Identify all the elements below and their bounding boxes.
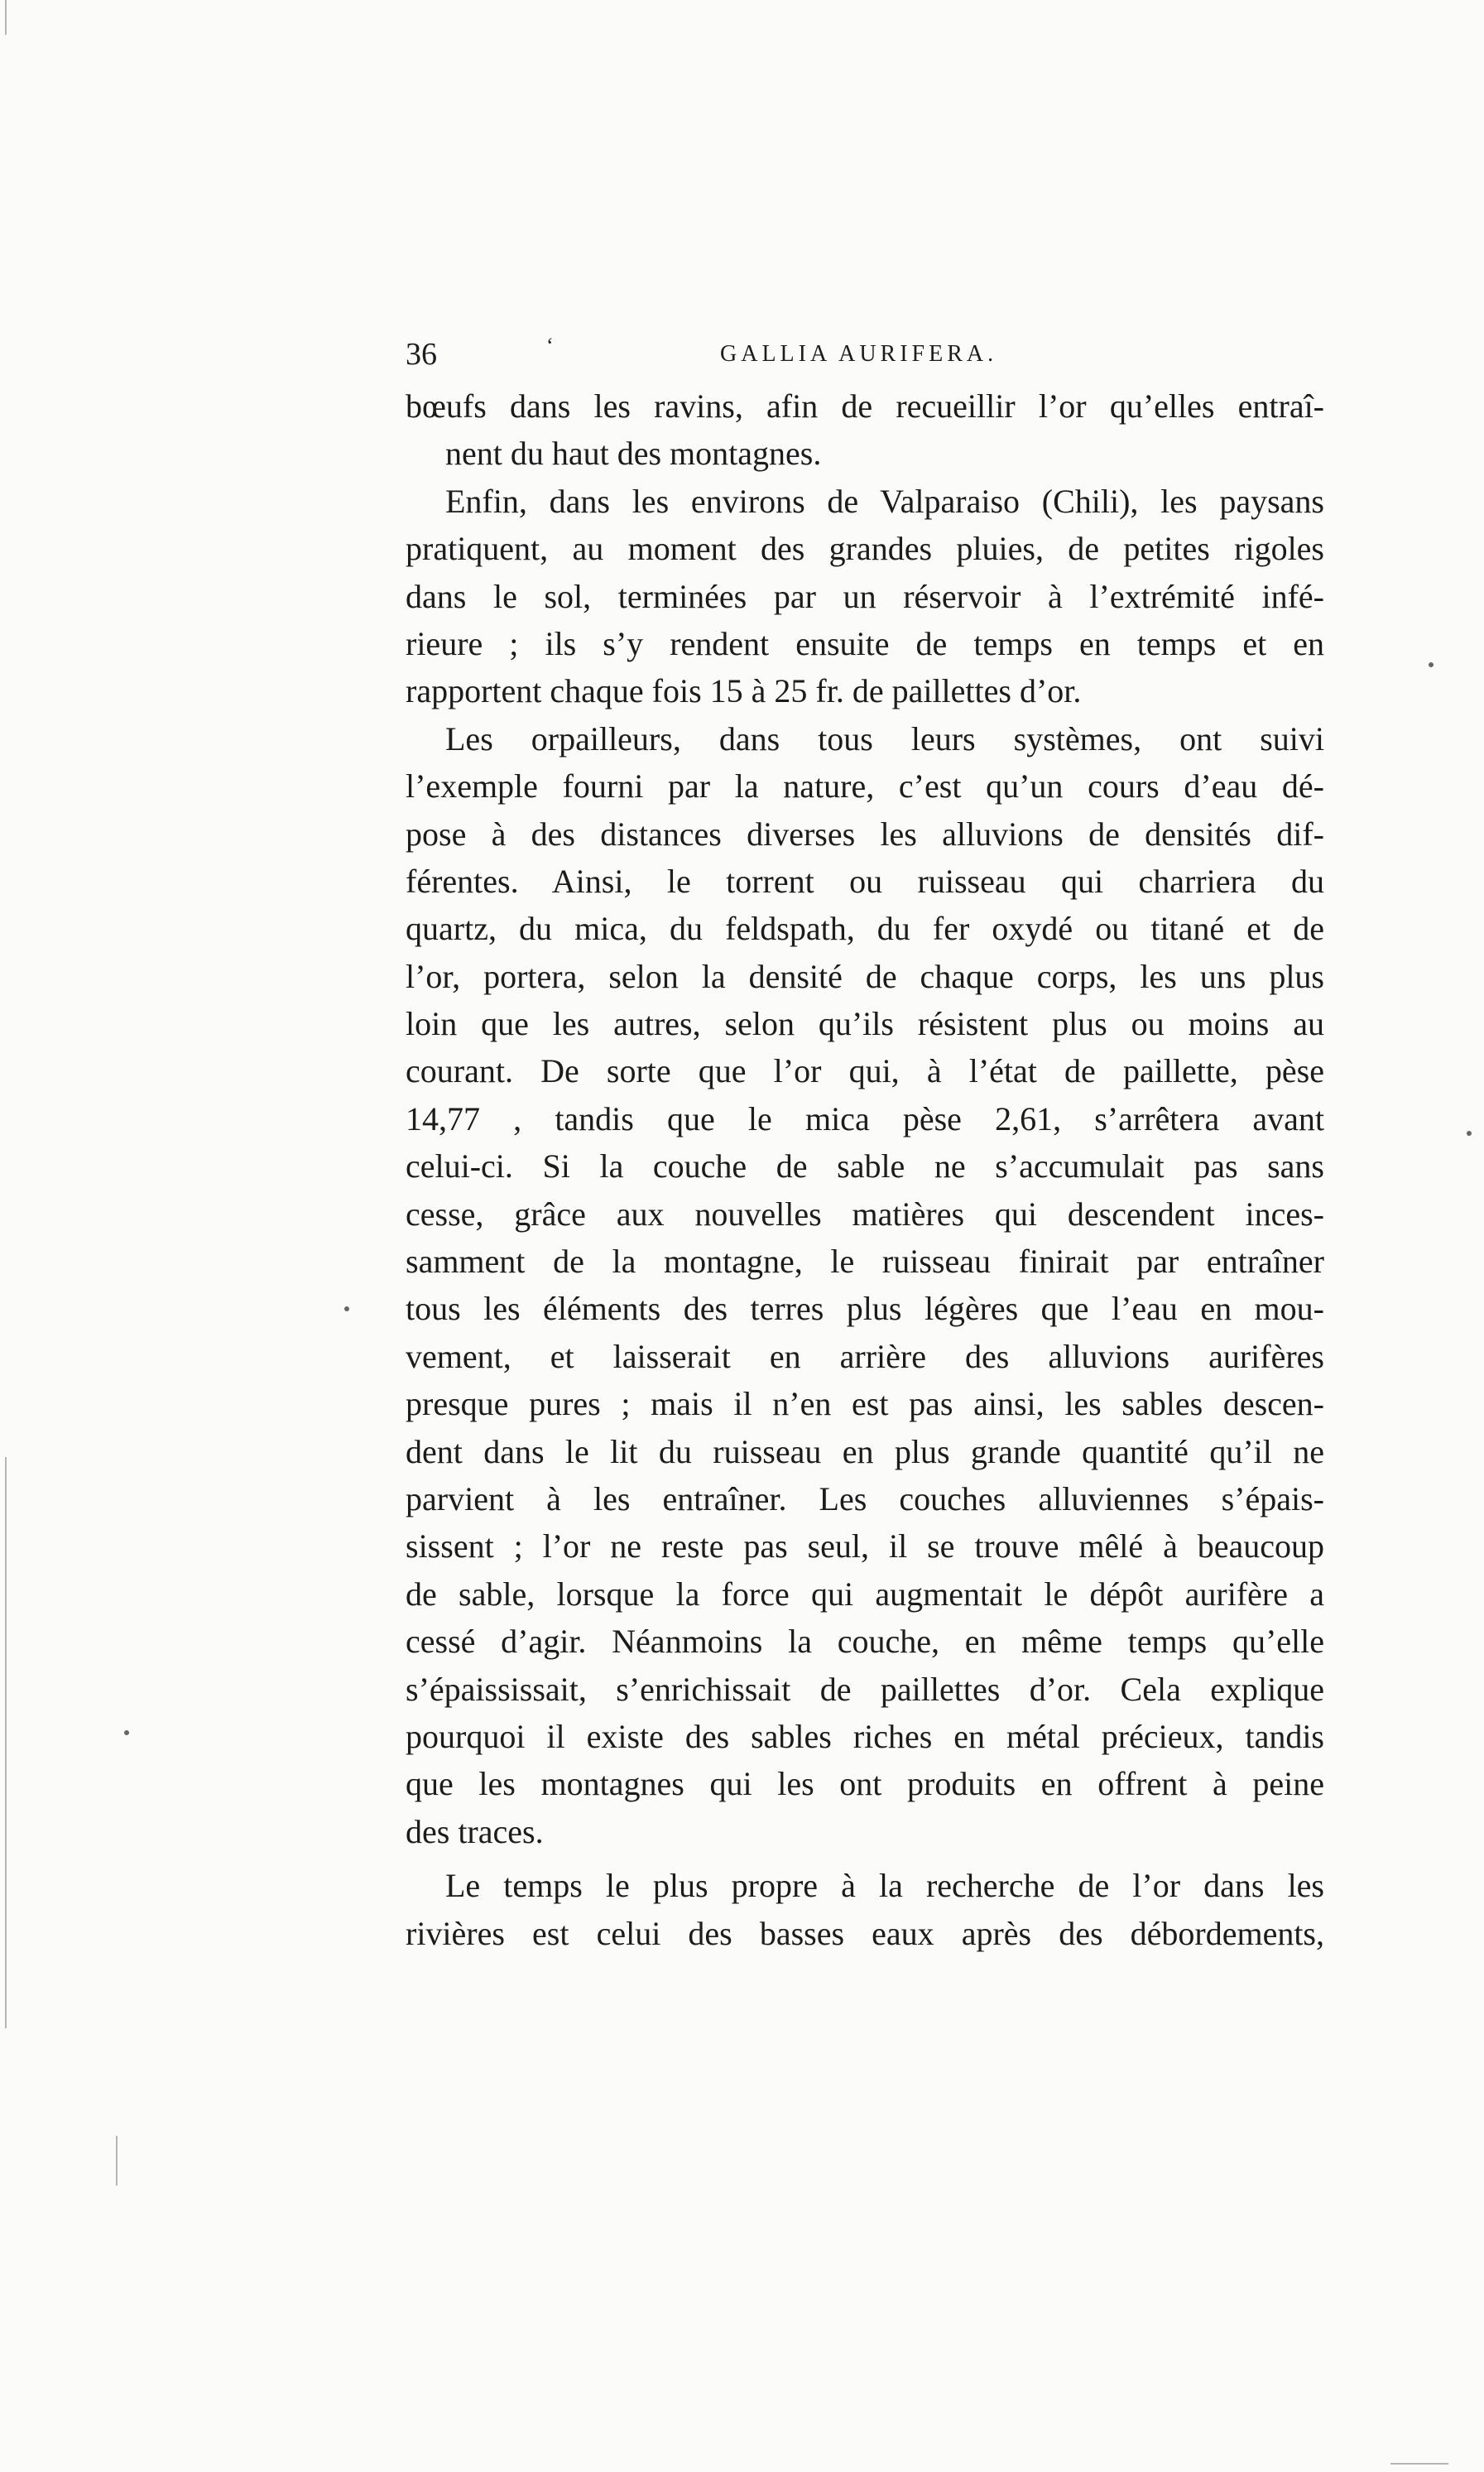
text-line: que les montagnes qui les ont produits en offrent à peine: [406, 1765, 1324, 1803]
text-line: rapportent chaque fois 15 à 25 fr. de paillettes d’or.: [406, 672, 1082, 710]
paragraph: [406, 382, 1324, 478]
text-line: s’épaississait, s’enrichissait de paillettes d’or. Cela explique: [406, 1670, 1324, 1708]
text-line: cesse, grâce aux nouvelles matières qui descendent inces-: [406, 1195, 1324, 1233]
text-line: férentes. Ainsi, le torrent ou ruisseau qui charriera du: [406, 862, 1324, 900]
text-line: celui-ci. Si la couche de sable ne s’accumulait pas sans: [406, 1147, 1324, 1186]
running-title: GALLIA AURIFERA.: [720, 341, 998, 367]
text-line: dans le sol, terminées par un réservoir à l’extrémité infé-: [406, 577, 1324, 615]
body-text: [406, 382, 1324, 1957]
text-line: sissent ; l’or ne reste pas seul, il se trouve mêlé à beaucoup: [406, 1527, 1324, 1565]
text-line: 14,77 , tandis que le mica pèse 2,61, s’arrêtera avant: [406, 1099, 1324, 1137]
page-number: 36: [406, 337, 437, 372]
paragraph: [406, 715, 1324, 1855]
running-head: [406, 329, 1316, 379]
text-line: pose à des distances diverses les alluvions de densités dif-: [406, 815, 1324, 853]
text-line: pourquoi il existe des sables riches en métal précieux, tandis: [406, 1717, 1324, 1755]
paragraph-gap: [406, 1855, 1324, 1862]
text-line: de sable, lorsque la force qui augmentait le dépôt aurifère a: [406, 1575, 1324, 1613]
printer-mark: ‘: [546, 334, 554, 358]
scan-speck: [344, 1306, 349, 1311]
scan-edge-mark: [1390, 2463, 1448, 2465]
text-line: Le temps le plus propre à la recherche de l’or dans les: [445, 1867, 1324, 1905]
scan-speck: [1467, 1131, 1472, 1136]
text-line: dent dans le lit du ruisseau en plus grande quantité qu’il ne: [406, 1432, 1324, 1470]
paragraph: [406, 478, 1324, 715]
text-line: quartz, du mica, du feldspath, du fer oxydé ou titané et de: [406, 910, 1324, 948]
text-line: des traces.: [406, 1812, 544, 1850]
text-line: tous les éléments des terres plus légères que l’eau en mou-: [406, 1290, 1324, 1328]
text-line: bœufs dans les ravins, afin de recueillir l’or qu’elles entraî-: [406, 387, 1324, 425]
scan-edge-mark: [5, 1457, 7, 2028]
text-line: nent du haut des montagnes.: [445, 435, 822, 473]
text-line: l’exemple fourni par la nature, c’est qu’un cours d’eau dé-: [406, 767, 1324, 806]
text-line: presque pures ; mais il n’en est pas ainsi, les sables descen-: [406, 1385, 1324, 1423]
text-line: loin que les autres, selon qu’ils résistent plus ou moins au: [406, 1005, 1324, 1043]
text-line: Enfin, dans les environs de Valparaiso (Chili), les paysans: [445, 482, 1324, 520]
scan-edge-mark: [5, 0, 7, 35]
scan-speck: [124, 1730, 129, 1735]
text-line: vement, et laisserait en arrière des alluvions aurifères: [406, 1337, 1324, 1375]
text-line: rieure ; ils s’y rendent ensuite de temps en temps et en: [406, 624, 1324, 662]
text-line: Les orpailleurs, dans tous leurs systèmes, ont suivi: [445, 719, 1324, 757]
text-line: cessé d’agir. Néanmoins la couche, en même temps qu’elle: [406, 1623, 1324, 1661]
text-line: l’or, portera, selon la densité de chaque corps, les uns plus: [406, 957, 1324, 995]
scan-edge-mark: [116, 2136, 118, 2186]
text-line: courant. De sorte que l’or qui, à l’état de paillette, pèse: [406, 1052, 1324, 1090]
text-line: rivières est celui des basses eaux après des débordements,: [406, 1914, 1324, 1952]
text-line: pratiquent, au moment des grandes pluies, de petites rigoles: [406, 530, 1324, 568]
text-line: samment de la montagne, le ruisseau finirait par entraîner: [406, 1243, 1324, 1281]
scan-speck: [1429, 662, 1434, 667]
paragraph: [406, 1862, 1324, 1957]
text-line: parvient à les entraîner. Les couches alluviennes s’épais-: [406, 1479, 1324, 1517]
